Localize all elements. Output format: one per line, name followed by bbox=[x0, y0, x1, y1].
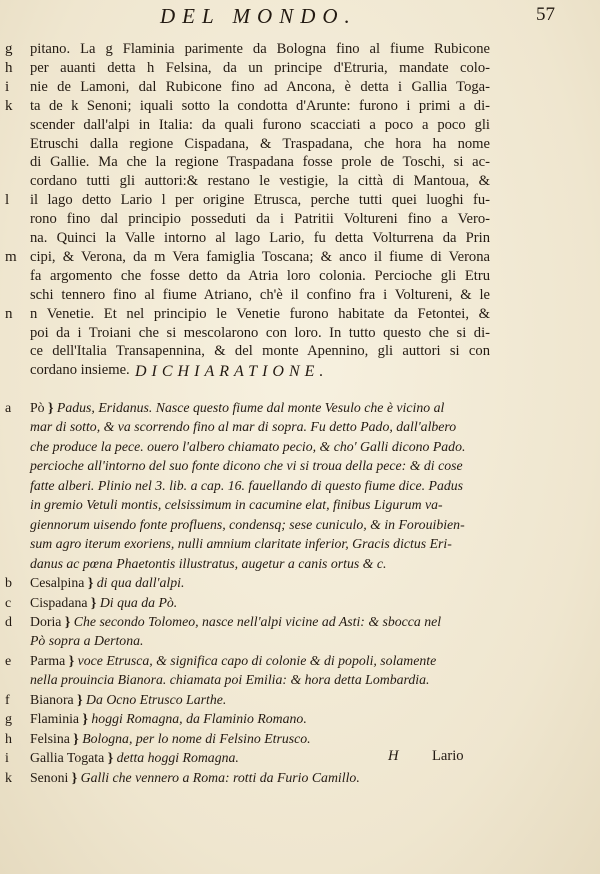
brace-icon: } bbox=[79, 711, 92, 727]
gloss-term: Gallia Togata bbox=[30, 750, 105, 766]
brace-icon: } bbox=[44, 400, 57, 415]
brace-icon: } bbox=[61, 613, 74, 629]
gloss-letter: c bbox=[5, 595, 12, 611]
gloss-term: Bianora bbox=[30, 691, 74, 707]
line-text: cipi, & Verona, da m Vera famiglia Toscana; & anco il fiume di Verona bbox=[30, 248, 490, 265]
line-text: schi tennero fino al fiume Atriano, ch'è il confino fra i Voltureni, & le bbox=[30, 286, 490, 303]
gloss-line bbox=[30, 573, 530, 593]
margin-note-letter: h bbox=[5, 59, 13, 76]
line-text: Etruschi dalla regione Cispadana, & Traspadana, che hora ha nome bbox=[30, 135, 490, 152]
line-text: di Gallie. Ma che la regione Traspadana fosse prole de Toschi, si ac- bbox=[30, 154, 490, 171]
gloss-line bbox=[30, 495, 530, 515]
line-text: na. Quinci la Valle intorno al lago Lario, fu detta Volturrena da Prin bbox=[30, 230, 490, 246]
brace-icon: } bbox=[69, 730, 83, 746]
signature-mark: H bbox=[388, 748, 399, 764]
gloss-text: giennorum uisendo fonte profluens, condensq; sese cuniculo, & in Forouibien- bbox=[30, 516, 465, 532]
gloss-text: percioche all'intorno del suo fonte dicono che vi si troua della pece: & di cose bbox=[30, 458, 463, 474]
gloss-letter: k bbox=[5, 770, 12, 786]
gloss-term: Senoni bbox=[30, 769, 69, 785]
gloss-text: fatte alberi. Plinio nel 3. lib. a cap. 16. fauellando di questo fiume dice. Padus bbox=[30, 477, 464, 493]
gloss-text: mar di sotto, & va scorrendo fino al mar di sopra. Fu detto Pado, dall'albero bbox=[30, 419, 457, 435]
gloss-term: Felsina bbox=[30, 730, 70, 746]
gloss-line bbox=[30, 456, 530, 476]
gloss-line bbox=[30, 729, 530, 749]
brace-icon: } bbox=[73, 691, 87, 707]
margin-note-letter: n bbox=[5, 305, 13, 322]
line-text: n Venetie. Et nel principio le Venetie furono habitate da Fetontei, & bbox=[30, 305, 490, 322]
line-text: ce dell'Italia Transapennina, & del monte Apennino, gli auttori si con bbox=[30, 343, 490, 360]
gloss-letter: a bbox=[5, 401, 12, 416]
gloss-text: voce Etrusca, & significa capo di colonie & di popoli, solamente bbox=[77, 652, 437, 668]
gloss-line bbox=[30, 534, 530, 554]
gloss-term: Parma bbox=[30, 652, 66, 668]
gloss-line bbox=[30, 515, 530, 535]
gloss-line bbox=[30, 709, 530, 729]
gloss-line bbox=[30, 554, 530, 574]
gloss-text: Pò sopra a Dertona. bbox=[30, 633, 144, 649]
gloss-letter: i bbox=[5, 751, 9, 767]
page-header bbox=[0, 4, 600, 34]
gloss-line bbox=[30, 612, 530, 632]
gloss-term: Doria bbox=[30, 613, 62, 629]
gloss-letter: e bbox=[5, 653, 12, 669]
gloss-text: hoggi Romagna, da Flaminio Romano. bbox=[91, 711, 307, 727]
gloss-letter: d bbox=[5, 614, 12, 630]
gloss-letter: h bbox=[5, 731, 12, 747]
gloss-letter: g bbox=[5, 712, 12, 728]
margin-note-letter: k bbox=[5, 97, 13, 114]
margin-note-letter: g bbox=[5, 41, 13, 57]
gloss-text: di qua dall'alpi. bbox=[96, 575, 185, 591]
line-text: per auanti detta h Felsina, da un principe d'Etruria, mandate colo- bbox=[30, 59, 490, 76]
brace-icon: } bbox=[68, 769, 81, 785]
gloss-line bbox=[30, 670, 530, 690]
line-text: nie de Lamoni, dal Rubicone fino ad Ancona, è detta i Gallia Toga- bbox=[30, 78, 490, 95]
gloss-text: danus ac pœna Phaetontis illustratus, augetur a canis ortus & c. bbox=[30, 555, 387, 571]
gloss-line bbox=[30, 631, 530, 651]
line-text: cordano insieme. bbox=[30, 362, 130, 379]
catchword-text: Lario bbox=[432, 748, 464, 764]
gloss-text: Galli che vennero a Roma: rotti da Furio Camillo. bbox=[80, 769, 360, 785]
gloss-text: Di qua da Pò. bbox=[99, 594, 178, 610]
margin-note-letter: l bbox=[5, 192, 10, 209]
gloss-line bbox=[30, 398, 530, 418]
gloss-term: Cesalpina bbox=[30, 575, 85, 591]
brace-icon: } bbox=[104, 750, 117, 766]
gloss-term: Cispadana bbox=[30, 594, 88, 610]
line-text: poi da i Troiani che si mescolarono con loro. In tutto questo che si di- bbox=[30, 324, 490, 341]
gloss-line bbox=[30, 437, 530, 457]
gloss-letter: f bbox=[5, 692, 10, 708]
line-text: pitano. La g Flaminia parimente da Bologna fino al fiume Rubicone bbox=[30, 41, 490, 57]
gloss-line bbox=[30, 651, 530, 671]
gloss-text: Padus, Eridanus. Nasce questo fiume dal monte Vesulo che è vicino al bbox=[56, 400, 445, 415]
gloss-text: detta hoggi Romagna. bbox=[116, 750, 239, 766]
gloss-term: Flaminia bbox=[30, 711, 80, 727]
brace-icon: } bbox=[65, 652, 78, 668]
gloss-line bbox=[30, 417, 530, 437]
margin-note-letter: m bbox=[5, 248, 17, 265]
line-text: il lago detto Lario l per origine Etrusca, perche tutti quei luoghi fu- bbox=[30, 192, 490, 209]
line-text: cordano tutti gli auttori:& restano le vestigie, la città di Mantoua, & bbox=[30, 173, 490, 190]
gloss-line bbox=[30, 690, 530, 710]
line-text: scender dall'alpi in Italia: da quali furono scacciati a poco a poco gli bbox=[30, 116, 490, 133]
gloss-letter: b bbox=[5, 576, 12, 592]
margin-note-letter: i bbox=[5, 78, 10, 95]
gloss-text: Bologna, per lo nome di Felsino Etrusco. bbox=[82, 730, 311, 746]
line-text: ta de k Senoni; iquali sotto la condotta d'Arunte: furono i primi a di- bbox=[30, 97, 490, 114]
brace-icon: } bbox=[87, 594, 100, 610]
gloss-line bbox=[30, 593, 530, 613]
gloss-term: Pò bbox=[30, 400, 45, 415]
running-head: DEL MONDO. bbox=[160, 4, 357, 28]
gloss-text: nella prouincia Bianora. chiamata poi Emilia: & hora detta Lombardia. bbox=[30, 672, 430, 688]
gloss-entry bbox=[0, 768, 600, 790]
gloss-text: che produce la pece. ouero l'albero chiamato pecio, & cho' Galli dicono Pado. bbox=[30, 438, 466, 454]
brace-icon: } bbox=[84, 575, 97, 591]
gloss-text: Che secondo Tolomeo, nasce nell'alpi vicine ad Asti: & sbocca nel bbox=[73, 613, 442, 629]
gloss-heading: DICHIARATIONE. bbox=[135, 363, 329, 380]
gloss-text: Da Ocno Etrusco Larthe. bbox=[86, 691, 227, 707]
gloss-text: in gremio Vetuli montis, celsissimum in cacumine elat, finibus Ligurum va- bbox=[30, 497, 443, 513]
line-text: rono fino dal principio posseduti da i Patritii Voltureni fino a Vero- bbox=[30, 211, 490, 228]
gloss-line bbox=[30, 768, 530, 788]
line-text: fa argomento che fosse detto da Atria loro colonia. Percioche gli Etru bbox=[30, 267, 490, 284]
gloss-text: sum agro iterum exoriens, nulli amnium claritate inferior, Gracis dictus Eri- bbox=[30, 536, 452, 552]
gloss-line bbox=[30, 476, 530, 496]
page-number: 57 bbox=[536, 4, 555, 25]
